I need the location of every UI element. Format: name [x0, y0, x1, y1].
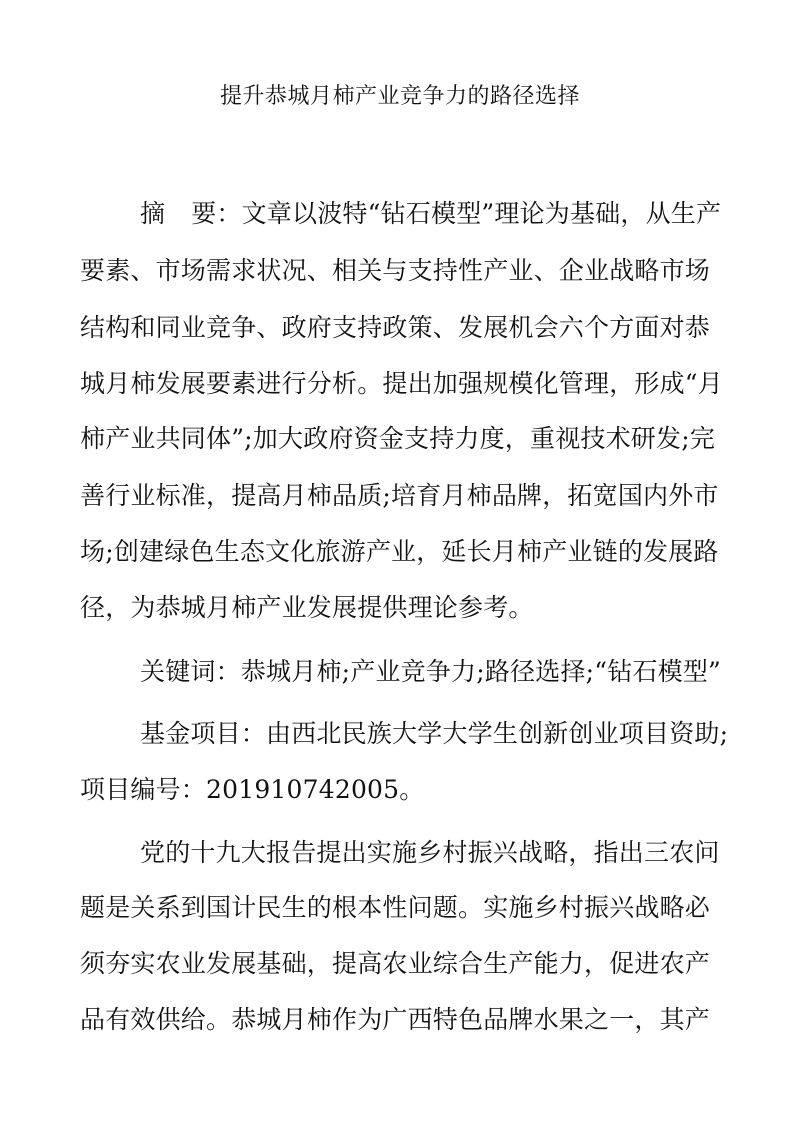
abstract-line: 结构和同业竞争、政府支持政策、发展机会六个方面对恭 [80, 313, 711, 342]
body-line: 题是关系到国计民生的根本性问题。实施乡村振兴战略必 [80, 893, 711, 922]
abstract-label-second-part: 要： [191, 199, 242, 228]
keywords-line: 关键词：恭城月柿;产业竞争力;路径选择;“钻石模型” [140, 657, 722, 686]
body-line: 品有效供给。恭城月柿作为广西特色品牌水果之一，其产 [80, 1005, 711, 1034]
abstract-line: 城月柿发展要素进行分析。提出加强规模化管理，形成“月 [80, 369, 723, 398]
document-title: 提升恭城月柿产业竞争力的路径选择 [219, 84, 580, 109]
body-line: 须夯实农业发展基础，提高农业综合生产能力，促进农产 [80, 949, 711, 978]
abstract-label-first-char: 摘 [140, 199, 166, 228]
abstract-first-line [140, 196, 720, 232]
abstract-line-text: 文章以波特“钻石模型”理论为基础，从生产 [241, 199, 722, 228]
fund-line: 基金项目：由西北民族大学大学生创新创业项目资助; [140, 719, 729, 748]
abstract-line: 柿产业共同体”;加大政府资金支持力度，重视技术研发;完 [80, 424, 716, 453]
abstract-line: 场;创建绿色生态文化旅游产业，延长月柿产业链的发展路 [80, 537, 719, 566]
abstract-line: 善行业标准，提高月柿品质;培育月柿品牌，拓宽国内外市 [80, 481, 719, 510]
abstract-line: 径，为恭城月柿产业发展提供理论参考。 [80, 593, 534, 622]
body-line: 党的十九大报告提出实施乡村振兴战略，指出三农问 [140, 838, 720, 867]
fund-number-line: 项目编号：201910742005。 [80, 775, 425, 804]
abstract-line: 要素、市场需求状况、相关与支持性产业、企业战略市场 [80, 256, 711, 285]
